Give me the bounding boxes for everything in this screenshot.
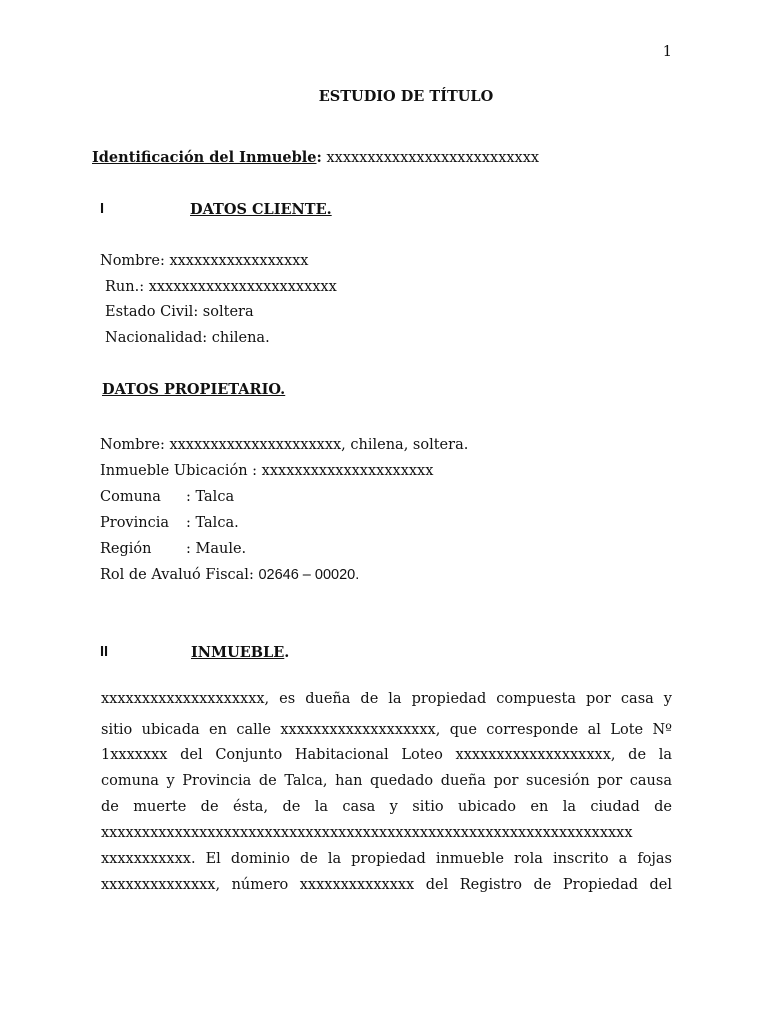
cliente-run: Run.: xxxxxxxxxxxxxxxxxxxxxxx	[105, 279, 337, 295]
region-value: : Maule.	[186, 541, 247, 557]
paragraph-line: de muerte de ésta, de la casa y sitio ubicado en la ciudad de	[101, 799, 672, 815]
section2-numeral: II	[100, 644, 109, 660]
cliente-estado-civil: Estado Civil: soltera	[105, 304, 254, 320]
paragraph-line: xxxxxxxxxxxxxx, número xxxxxxxxxxxxxx del Registro de Propiedad del	[101, 877, 672, 893]
section1-heading: DATOS CLIENTE.	[190, 201, 332, 218]
propietario-nombre: Nombre: xxxxxxxxxxxxxxxxxxxxx, chilena, soltera.	[100, 437, 469, 453]
identificacion-label: Identificación del Inmueble	[92, 149, 317, 166]
identificacion-colon: :	[316, 149, 322, 166]
rol-label: Rol de Avaluó Fiscal:	[100, 567, 254, 583]
propietario-ubicacion: Inmueble Ubicación : xxxxxxxxxxxxxxxxxxxxx	[100, 463, 434, 479]
propietario-provincia	[100, 515, 239, 531]
propietario-rol	[100, 567, 359, 583]
region-label: Región	[100, 541, 152, 557]
section2-heading: INMUEBLE	[191, 644, 285, 661]
cliente-nacionalidad: Nacionalidad: chilena.	[105, 330, 270, 346]
provincia-value: : Talca.	[186, 515, 239, 531]
section2-heading-line	[191, 644, 289, 661]
section1-numeral: I	[100, 201, 105, 217]
paragraph-line: sitio ubicada en calle xxxxxxxxxxxxxxxxxxx, que corresponde al Lote Nº	[101, 722, 672, 738]
paragraph-line: comuna y Provincia de Talca, han quedado dueña por sucesión por causa	[101, 773, 672, 789]
comuna-label: Comuna	[100, 489, 161, 505]
propietario-heading: DATOS PROPIETARIO.	[102, 381, 286, 398]
page-number: 1	[662, 44, 672, 60]
identificacion-value: xxxxxxxxxxxxxxxxxxxxxxxxxx	[326, 150, 540, 166]
paragraph-line: xxxxxxxxxxxxxxxxxxxxxxxxxxxxxxxxxxxxxxxxxxxxxxxxxxxxxxxxxxxxxxxxx	[101, 825, 633, 841]
rol-value: 02646 – 00020.	[258, 567, 360, 583]
paragraph-line: xxxxxxxxxxx. El dominio de la propiedad inmueble rola inscrito a fojas	[101, 851, 672, 867]
paragraph-line: xxxxxxxxxxxxxxxxxxxx, es dueña de la propiedad compuesta por casa y	[101, 691, 672, 707]
identificacion-line	[92, 149, 539, 166]
section2-heading-period: .	[284, 644, 290, 661]
comuna-value: : Talca	[186, 489, 235, 505]
propietario-comuna	[100, 489, 234, 505]
paragraph-line: 1xxxxxxx del Conjunto Habitacional Loteo xxxxxxxxxxxxxxxxxxx, de la	[101, 747, 672, 763]
provincia-label: Provincia	[100, 515, 169, 531]
propietario-region	[100, 541, 246, 557]
cliente-nombre: Nombre: xxxxxxxxxxxxxxxxx	[100, 253, 309, 269]
document-title: ESTUDIO DE TÍTULO	[318, 88, 494, 105]
